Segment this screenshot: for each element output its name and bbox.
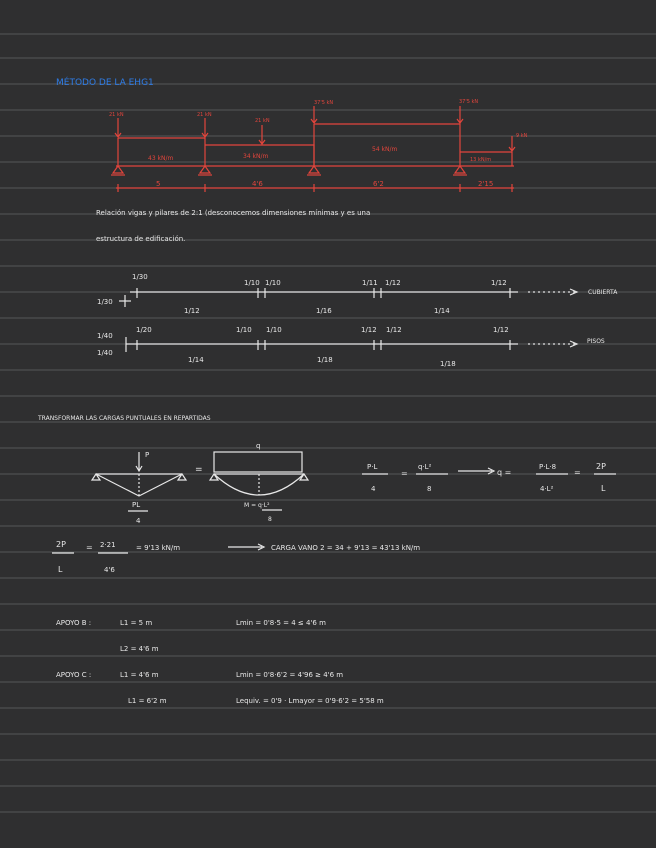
cubierta-bottom-label: 1/12 [184,307,200,315]
cubierta-top-label: 1/11 [362,279,378,287]
dist-load-label: 43 kN/m [148,155,174,162]
pisos-top-label: 1/10 [266,326,282,334]
calc-result: = 9'13 kN/m [136,544,181,552]
apoyo-b-lmin: Lmin = 0'8·5 = 4 ≤ 4'6 m [236,619,326,627]
moment-formula-den: 8 [268,516,272,523]
formula-term: 8 [427,485,432,493]
apoyo-c-lequiv: Lequiv. = 0'9 · Lmayor = 0'9·6'2 = 5'58 m [236,697,384,705]
span-label: 5 [156,180,161,188]
moment-num-label: PL [132,501,141,509]
cubierta-bottom-label: 1/14 [434,307,450,315]
section-title: TRANSFORMAR LAS CARGAS PUNTUALES EN REPARTIDAS [38,415,211,422]
pisos-bottom-label: 1/18 [317,356,333,364]
span-label: 6'2 [373,180,384,188]
formula-term: = [401,469,408,478]
formula-derivation [362,462,616,493]
apoyo-b-l2: L2 = 4'6 m [120,645,159,653]
span-label: 4'6 [252,180,263,188]
apoyo-c-lmin: Lmin = 0'8·6'2 = 4'96 ≥ 4'6 m [236,671,344,679]
carga-vano-label: CARGA VANO 2 = 34 + 9'13 = 43'13 kN/m [271,544,421,552]
page-title: MÉTODO DE LA EHG1 [56,78,154,88]
calc-term: L [58,565,63,574]
dist-load-span3 [314,124,460,166]
text-line: estructura de edificación. [96,235,186,243]
formula-term: q·L² [418,463,432,471]
cubierta-top-label: 1/12 [385,279,401,287]
equals-sign: = [195,465,203,475]
apoyo-c-l2: L1 = 6'2 m [128,697,167,705]
calc-term: 2P [56,540,66,549]
pisos-label: PISOS [587,338,605,345]
moment-formula-label: M = q·L² [244,502,270,509]
calc-term: = [86,543,93,552]
span-label: 2'15 [478,180,494,188]
apoyo-c-label: APOYO C : [56,671,92,679]
pisos-top-label: 1/12 [386,326,402,334]
point-load-label: 21 kN [255,118,270,124]
calc-term: 2·21 [100,541,116,549]
pisos-top-label: 1/12 [361,326,377,334]
point-load-label: 21 kN [109,112,124,118]
pisos-bottom-label: 1/14 [188,356,204,364]
support-icon [309,166,319,173]
cubierta-top-label: 1/30 [132,273,148,281]
point-load-label: 37'5 kN [459,99,479,105]
ruled-lines [0,34,656,812]
cubierta-left-label: 1/30 [97,298,113,306]
support-icon [113,166,123,173]
cubierta-top-label: 1/10 [265,279,281,287]
cubierta-label: CUBIERTA [588,289,618,296]
formula-term: 2P [596,462,606,471]
formula-term: P·L·8 [539,463,557,471]
cubierta-top-label: 1/10 [244,279,260,287]
load-p-label: P [145,451,150,459]
formula-term: L [601,484,606,493]
formula-term: 4·L² [540,485,554,493]
pisos-top-label: 1/10 [236,326,252,334]
formula-term: 4 [371,485,376,493]
beam-diagram [109,99,528,192]
pisos-left-label: 1/40 [97,349,113,357]
dist-load-label: 34 kN/m [243,153,269,160]
apoyo-b-l1: L1 = 5 m [120,619,153,627]
calculation [52,540,420,574]
text-line: Relación vigas y pilares de 2:1 (desconocemos dimensiones mínimas y es una [96,209,371,217]
calc-term: 4'6 [104,566,115,574]
cubierta-bottom-label: 1/16 [316,307,332,315]
pisos-top-label: 1/20 [136,326,152,334]
apoyo-b-label: APOYO B : [56,619,92,627]
apoyo-c-l1: L1 = 4'6 m [120,671,159,679]
support-icon [455,166,465,173]
apoyos-section [56,619,384,705]
pisos-diagram [97,326,605,368]
point-load-label: 21 kN [197,112,212,118]
equivalence-figure [92,442,308,525]
formula-term: P·L [367,463,378,471]
cubierta-top-label: 1/12 [491,279,507,287]
support-icon [200,166,210,173]
dist-load-label: 54 kN/m [372,146,398,153]
pisos-top-label: 1/12 [493,326,509,334]
formula-term: = [574,468,581,477]
pisos-left-label: 1/40 [97,332,113,340]
point-load-label: 37'5 kN [314,100,334,106]
load-q-label: q [256,442,261,450]
distributed-load-box [214,452,302,472]
moment-den-label: 4 [136,517,141,525]
point-load-label: 9 kN [516,133,528,139]
formula-term: q = [497,468,512,477]
dist-load-label: 13 kN/m [470,157,492,163]
cubierta-diagram [97,273,618,315]
pisos-bottom-label: 1/18 [440,360,456,368]
